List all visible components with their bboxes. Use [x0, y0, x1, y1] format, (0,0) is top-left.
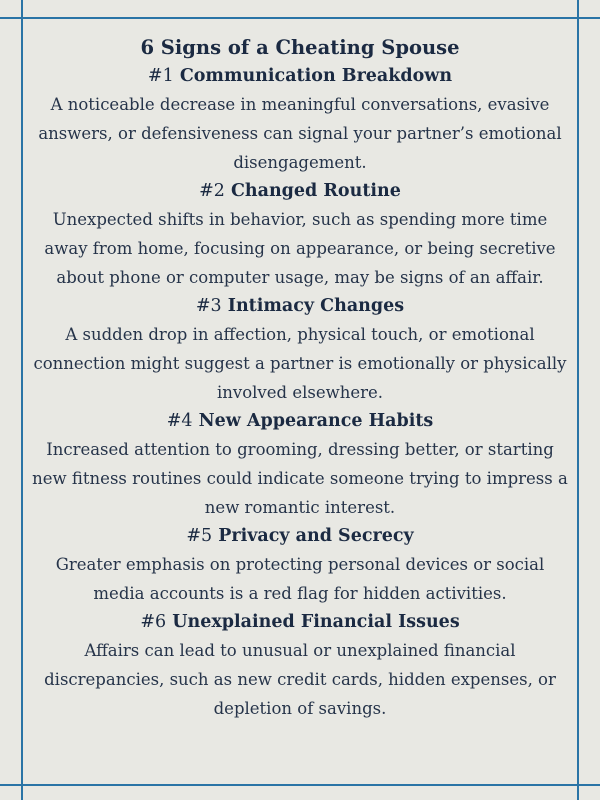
- section-heading-text: New Appearance Habits: [198, 411, 434, 431]
- section-body: Affairs can lead to unusual or unexplained financial discrepancies, such as new credit cards, hidden expenses, or depletion of savings.: [44, 641, 556, 718]
- frame-left-line: [21, 0, 23, 800]
- section-5: [26, 522, 574, 608]
- section-heading: [26, 407, 574, 435]
- section-heading-text: Intimacy Changes: [227, 296, 405, 316]
- section-3: [26, 292, 574, 407]
- section-number: #1: [147, 66, 174, 86]
- section-heading-text: Communication Breakdown: [179, 66, 453, 86]
- section-2: [26, 177, 574, 292]
- section-body: A sudden drop in affection, physical touch, or emotional connection might suggest a partner is emotionally or physically involved elsewhere.: [33, 325, 567, 402]
- section-number: #4: [166, 411, 193, 431]
- section-heading: [26, 62, 574, 90]
- section-number: #2: [199, 181, 225, 201]
- section-number: #5: [186, 526, 213, 546]
- section-number: #3: [195, 296, 222, 316]
- section-6: [26, 608, 574, 723]
- page-title: 6 Signs of a Cheating Spouse: [140, 36, 460, 59]
- section-1: [26, 62, 574, 177]
- frame-top-line: [0, 17, 600, 19]
- section-heading: [26, 608, 574, 636]
- section-body: Increased attention to grooming, dressing better, or starting new fitness routines could indicate someone trying to impress a new romantic interest.: [32, 440, 568, 517]
- document-content: [26, 34, 574, 723]
- section-heading-text: Privacy and Secrecy: [218, 526, 414, 546]
- section-body: Unexpected shifts in behavior, such as spending more time away from home, focusing on appearance, or being secretive about phone or computer usage, may be signs of an affair.: [44, 210, 556, 287]
- section-number: #6: [140, 612, 167, 632]
- section-body: A noticeable decrease in meaningful conversations, evasive answers, or defensiveness can signal your partner’s emotional disengagement.: [38, 95, 562, 172]
- frame-bottom-line: [0, 784, 600, 786]
- section-heading-text: Changed Routine: [230, 181, 401, 201]
- frame-right-line: [577, 0, 579, 800]
- section-body: Greater emphasis on protecting personal devices or social media accounts is a red flag for hidden activities.: [55, 555, 545, 603]
- section-heading-text: Unexplained Financial Issues: [172, 612, 460, 632]
- section-4: [26, 407, 574, 522]
- section-heading: [26, 177, 574, 205]
- section-heading: [26, 292, 574, 320]
- section-heading: [26, 522, 574, 550]
